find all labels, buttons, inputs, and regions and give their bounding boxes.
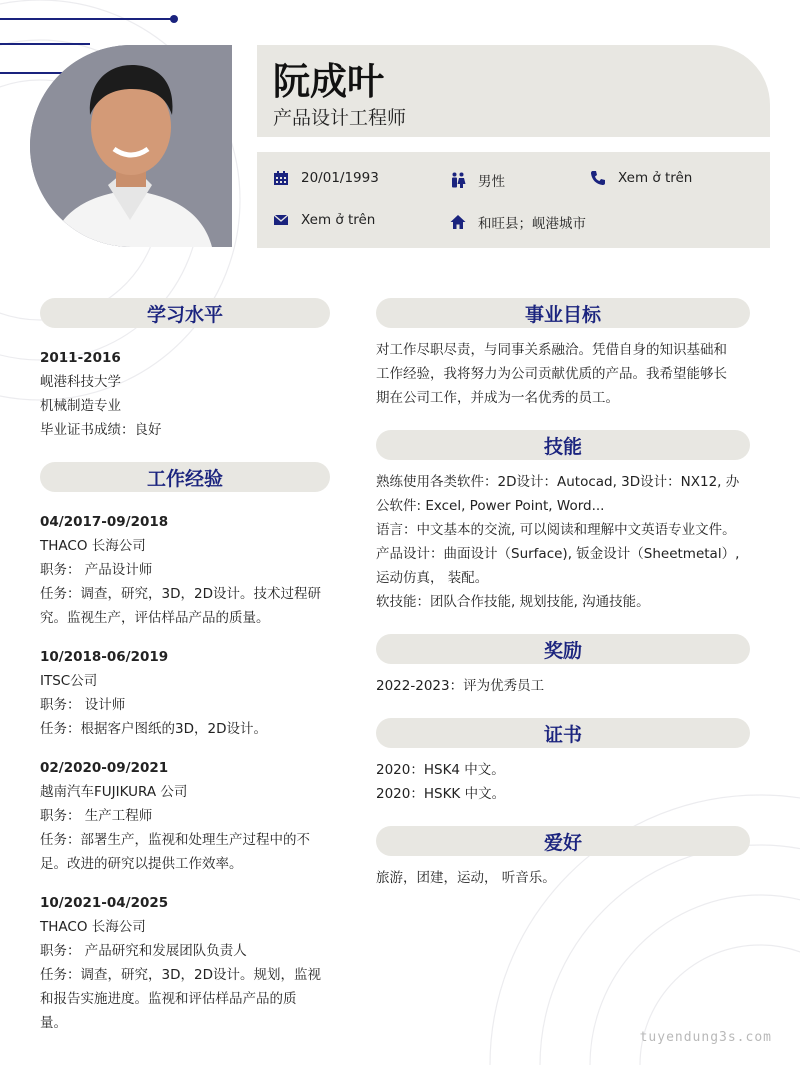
- certificates-header: 证书: [376, 718, 750, 748]
- birthdate-item: [273, 170, 379, 186]
- objective-line: 对工作尽职尽责，与同事关系融洽。凭借自身的知识基础和: [376, 342, 727, 358]
- hobbies-header: 爱好: [376, 826, 750, 856]
- phone-icon: [590, 170, 606, 186]
- job-period: 02/2020-09/2021: [40, 760, 169, 776]
- birthdate-text: 20/01/1993: [301, 170, 379, 186]
- job-task-line: 和报告实施进度。监视和评估样品产品的质: [40, 991, 297, 1007]
- people-icon: [450, 172, 466, 188]
- experience-header: 工作经验: [40, 462, 330, 492]
- job-task-line: 量。: [40, 1015, 67, 1031]
- job-company: 越南汽车FUJIKURA 公司: [40, 784, 188, 800]
- job-task-line: 任务：根据客户图纸的3D，2D设计。: [40, 721, 267, 737]
- education-grade: 毕业证书成绩：良好: [40, 422, 162, 438]
- name-panel: [257, 45, 770, 137]
- gender-text: 男性: [478, 174, 505, 190]
- job-entry: [40, 891, 335, 1035]
- skills-content: [376, 470, 756, 614]
- hobbies-content: [376, 866, 756, 890]
- envelope-icon: [273, 212, 289, 228]
- home-icon: [450, 214, 466, 230]
- job-position: 职务： 设计师: [40, 697, 126, 713]
- objective-line: 期在公司工作，并成为一名优秀的员工。: [376, 390, 619, 406]
- job-period: 10/2021-04/2025: [40, 895, 169, 911]
- decorative-line: [0, 43, 90, 45]
- certificates-content: [376, 758, 756, 806]
- skills-line: 语言：中文基本的交流, 可以阅读和理解中文英语专业文件。: [376, 522, 736, 538]
- skills-line: 产品设计：曲面设计（Surface), 钣金设计（Sheetmetal）,: [376, 546, 740, 562]
- awards-content: [376, 674, 756, 698]
- skills-line: 软技能：团队合作技能, 规划技能, 沟通技能。: [376, 594, 650, 610]
- email-item: [273, 212, 375, 228]
- profile-photo: [30, 45, 232, 247]
- decorative-dot: [170, 15, 178, 23]
- job-task-line: 任务：调查，研究，3D，2D设计。技术过程研: [40, 586, 321, 602]
- job-period: 04/2017-09/2018: [40, 514, 169, 530]
- education-major: 机械制造专业: [40, 398, 121, 414]
- job-title: 产品设计工程师: [273, 107, 407, 129]
- education-school: 岘港科技大学: [40, 374, 121, 390]
- job-company: THACO 长海公司: [40, 919, 146, 935]
- job-position: 职务： 产品设计师: [40, 562, 153, 578]
- objective-content: [376, 338, 756, 410]
- decorative-line: [0, 18, 175, 20]
- job-period: 10/2018-06/2019: [40, 649, 169, 665]
- watermark: tuyendung3s.com: [639, 1030, 772, 1045]
- education-header: 学习水平: [40, 298, 330, 328]
- job-task-line: 任务：部署生产，监视和处理生产过程中的不: [40, 832, 310, 848]
- skills-line: 运动仿真， 装配。: [376, 570, 489, 586]
- job-task-line: 任务：调查，研究，3D，2D设计。规划，监视: [40, 967, 321, 983]
- job-entry: [40, 645, 335, 741]
- job-position: 职务： 产品研究和发展团队负责人: [40, 943, 247, 959]
- objective-line: 工作经验，我将努力为公司贡献优质的产品。我希望能够长: [376, 366, 727, 382]
- certificate-line: 2020：HSKK 中文。: [376, 786, 506, 802]
- phone-item: [590, 170, 692, 186]
- job-position: 职务： 生产工程师: [40, 808, 153, 824]
- skills-header: 技能: [376, 430, 750, 460]
- job-company: THACO 长海公司: [40, 538, 146, 554]
- address-text: 和旺县；岘港城市: [478, 216, 586, 232]
- skills-line: 熟练使用各类软件：2D设计：Autocad, 3D设计：NX12, 办: [376, 474, 740, 490]
- hobbies-line: 旅游，团建，运动， 听音乐。: [376, 870, 556, 886]
- job-entry: [40, 510, 335, 630]
- contact-panel: [257, 152, 770, 248]
- phone-text: Xem ở trên: [618, 170, 693, 186]
- email-text: Xem ở trên: [301, 212, 376, 228]
- job-company: ITSC公司: [40, 673, 98, 689]
- awards-header: 奖励: [376, 634, 750, 664]
- awards-line: 2022-2023：评为优秀员工: [376, 678, 545, 694]
- calendar-icon: [273, 170, 289, 186]
- address-item: [450, 212, 586, 232]
- objective-header: 事业目标: [376, 298, 750, 328]
- gender-item: [450, 170, 505, 190]
- certificate-line: 2020：HSK4 中文。: [376, 762, 505, 778]
- education-period: 2011-2016: [40, 350, 121, 366]
- candidate-name: 阮成叶: [273, 60, 384, 103]
- job-entry: [40, 756, 335, 876]
- job-task-line: 足。改进的研究以提供工作效率。: [40, 856, 243, 872]
- job-task-line: 究。监视生产，评估样品产品的质量。: [40, 610, 270, 626]
- education-content: [40, 346, 335, 442]
- skills-line: 公软件: Excel, Power Point, Word...: [376, 498, 605, 514]
